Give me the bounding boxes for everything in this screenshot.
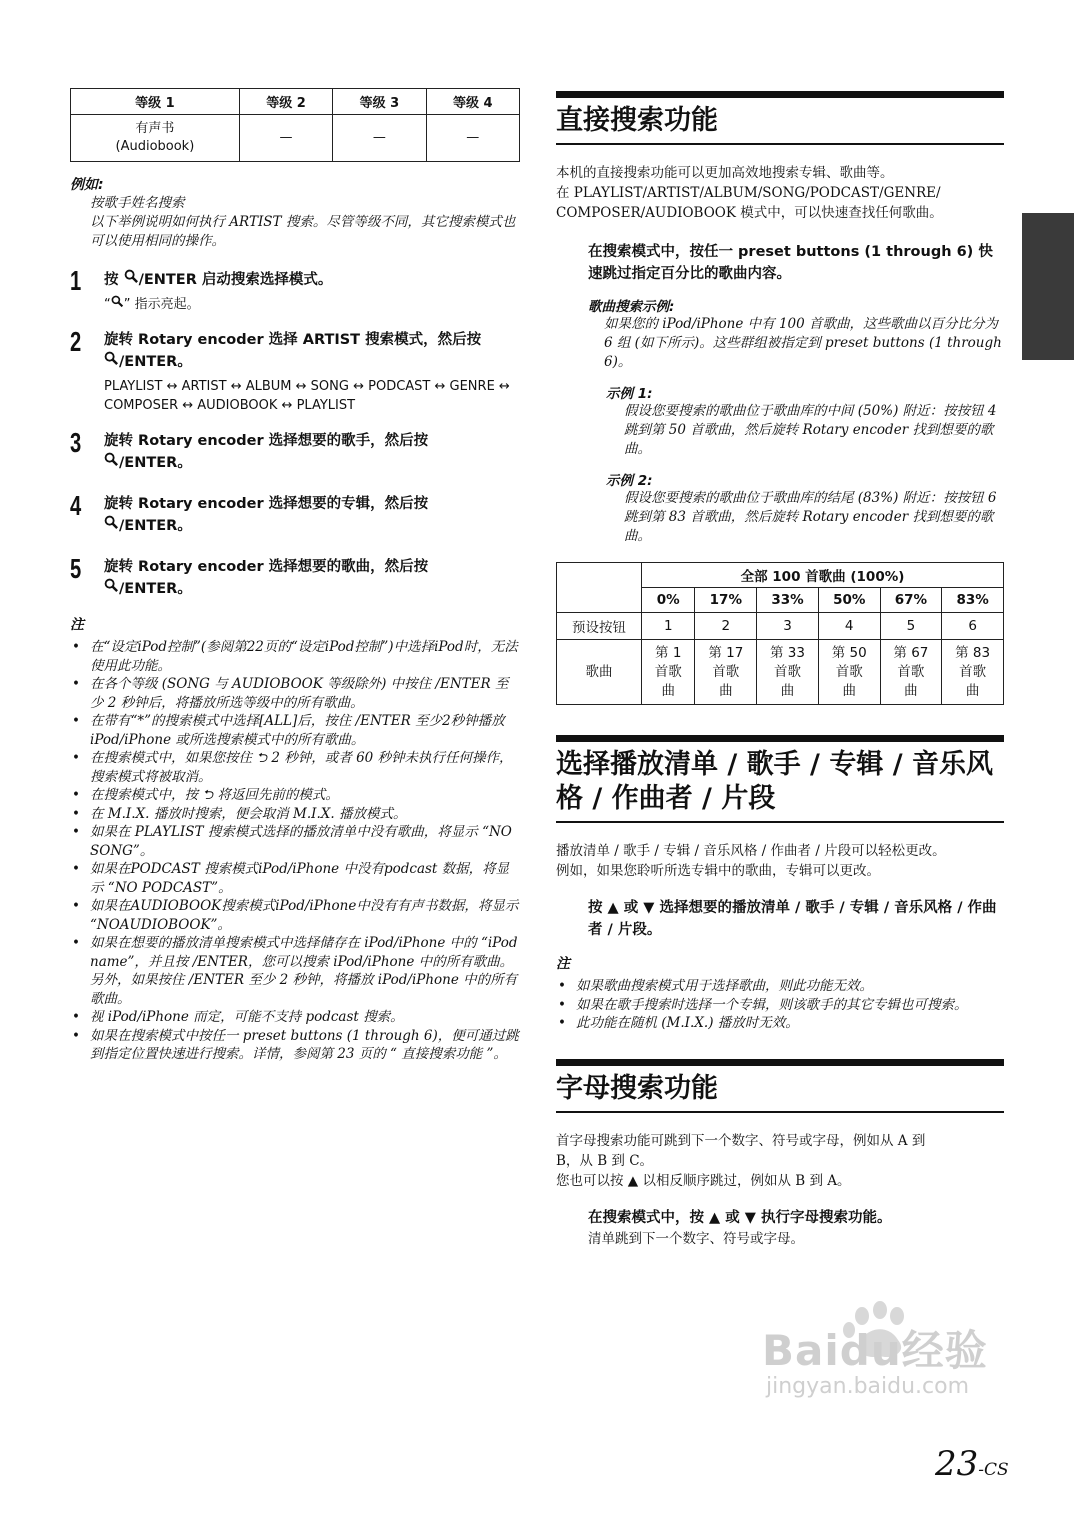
song-cell — [757, 640, 819, 705]
level-table-header — [71, 89, 520, 115]
note-item: • 如果在PODCAST 搜索模式iPod/iPhone 中没有podcast 数据，将显示 “NO PODCAST”。 — [70, 860, 520, 897]
example-line: 以下举例说明如何执行 ARTIST 搜索。尽管等级不同，其它搜索模式也可以使用相同的操作。 — [90, 214, 516, 249]
level-cell: 有声书 (Audiobook) — [71, 115, 240, 162]
level-header: 等级 2 — [239, 89, 332, 115]
empty-cell — [557, 563, 642, 613]
notes-list — [556, 977, 1004, 1033]
song-example-label: 歌曲搜索示例: — [588, 299, 675, 315]
preset-cell: 5 — [880, 613, 942, 640]
preset-cell: 4 — [818, 613, 880, 640]
step-3 — [70, 427, 520, 474]
example-1-label: 示例 1: — [606, 386, 653, 402]
step-text: 。 — [177, 581, 192, 597]
right-column — [556, 91, 1004, 1249]
step-number: 5 — [70, 553, 82, 584]
notes-list — [70, 638, 520, 1064]
note-item: • 在搜索模式中，按 ⮌ 将返回先前的模式。 — [70, 786, 520, 805]
enter-key-label: /ENTER — [119, 455, 178, 471]
note-item: • 在“设定iPod控制”(参阅第22页的“设定iPod控制”)中选择iPod时，无法使用此功能。 — [70, 638, 520, 675]
step-sub-text: “ — [104, 297, 111, 312]
total-songs-header: 全部 100 首歌曲 (100%) — [642, 563, 1004, 588]
step-sub-text: ” 指示亮起。 — [123, 297, 200, 312]
note-item: • 如果在 PLAYLIST 搜索模式选择的播放清单中没有歌曲，将显示 “NO SONG”。 — [70, 823, 520, 860]
baidu-watermark — [762, 1290, 1012, 1410]
search-icon — [104, 354, 119, 370]
page-number — [935, 1444, 1009, 1484]
search-icon — [104, 581, 119, 597]
step-text: 。 — [177, 455, 192, 471]
percent-cell: 33% — [757, 588, 819, 613]
level-header: 等级 3 — [333, 89, 426, 115]
step-text: 旋转 Rotary encoder 选择想要的专辑，然后按 — [104, 496, 429, 512]
select-instruction: 按 ▲ 或 ▼ 选择想要的播放清单 / 歌手 / 专辑 / 音乐风格 / 作曲者 / 片段。 — [588, 900, 997, 938]
song-cell-text: 第 50 首歌曲 — [831, 644, 867, 699]
song-example-text: 如果您的 iPod/iPhone 中有 100 首歌曲，这些歌曲以百分比分为 6 组 (如下所示)。这些群组被指定到 preset buttons (1 through 6)。 — [604, 316, 1002, 370]
step-text: 旋转 Rotary encoder 选择想要的歌曲，然后按 — [104, 559, 429, 575]
level-cell: — — [239, 115, 332, 162]
level-cell: — — [333, 115, 426, 162]
percent-cell: 0% — [642, 588, 695, 613]
body-line: 例如，如果您聆听所选专辑中的歌曲，专辑可以更改。 — [556, 863, 880, 879]
step-text: 。 — [177, 518, 192, 534]
body-line: 在 PLAYLIST/ARTIST/ALBUM/SONG/PODCAST/GENRE/ — [556, 185, 941, 201]
select-section-title: 选择播放清单 / 歌手 / 专辑 / 音乐风格 / 作曲者 / 片段 — [556, 735, 1004, 823]
song-cell-text: 第 83 首歌曲 — [955, 644, 991, 699]
step-number: 2 — [70, 326, 82, 357]
song-cell-text: 第 33 首歌曲 — [770, 644, 805, 699]
preset-cell: 1 — [642, 613, 695, 640]
alpha-instruction-sub: 清单跳到下一个数字、符号或字母。 — [588, 1230, 804, 1247]
example-line: 按歌手姓名搜索 — [90, 195, 185, 211]
level-cell: — — [426, 115, 519, 162]
level-header: 等级 4 — [426, 89, 519, 115]
step-sub — [104, 295, 520, 314]
enter-key-label: /ENTER — [138, 272, 197, 288]
song-cell — [818, 640, 880, 705]
percent-cell: 67% — [880, 588, 942, 613]
search-icon — [104, 518, 119, 534]
step-instruction — [104, 494, 520, 537]
section-tab-marker — [1022, 213, 1074, 360]
watermark-brand: Baidu经验 — [762, 1326, 988, 1375]
note-item: • 在带有“*”的搜索模式中选择[ALL]后，按住 /ENTER 至少2秒钟播放 iPod/iPhone 或所选搜索模式中的所有歌曲。 — [70, 712, 520, 749]
percent-table-top-row — [557, 563, 1004, 588]
direct-search-instruction: 在搜索模式中，按任一 preset buttons (1 through 6) 快速跳过指定百分比的歌曲内容。 — [588, 244, 993, 282]
step-instruction — [104, 431, 520, 474]
step-instruction — [104, 269, 520, 291]
preset-cell: 6 — [942, 613, 1004, 640]
percent-table — [556, 562, 1004, 705]
body-line: B，从 B 到 C。 — [556, 1152, 654, 1169]
alpha-section-body — [556, 1131, 1004, 1191]
notes-label: 注 — [556, 956, 570, 972]
note-item: • 如果在搜索模式中按任一 preset buttons (1 through 6)，便可通过跳到指定位置快速进行搜索。详情，参阅第 23 页的 “ 直接搜索功能 ”。 — [70, 1027, 520, 1064]
enter-key-label: /ENTER — [119, 354, 178, 370]
step-text: 旋转 Rotary encoder 选择 ARTIST 搜索模式，然后按 — [104, 332, 482, 348]
body-line: COMPOSER/AUDIOBOOK 模式中，可以快速查找任何歌曲。 — [556, 205, 943, 221]
step-1 — [70, 265, 520, 314]
percent-cell: 50% — [818, 588, 880, 613]
preset-cell: 2 — [695, 613, 757, 640]
step-5 — [70, 553, 520, 600]
song-cell-text: 第 1 首歌曲 — [654, 644, 682, 699]
step-sub: PLAYLIST ↔ ARTIST ↔ ALBUM ↔ SONG ↔ PODCAST ↔ GENRE ↔ COMPOSER ↔ AUDIOBOOK ↔ PLAYLIST — [104, 379, 510, 413]
page-number-value: 23 — [935, 1444, 979, 1484]
direct-search-title: 直接搜索功能 — [556, 91, 1004, 145]
song-cell-text: 第 67 首歌曲 — [893, 644, 929, 699]
level-table — [70, 88, 520, 162]
watermark-url: jingyan.baidu.com — [766, 1374, 970, 1399]
step-text: 旋转 Rotary encoder 选择想要的歌手，然后按 — [104, 433, 429, 449]
level-header: 等级 1 — [71, 89, 240, 115]
body-line: 播放清单 / 歌手 / 专辑 / 音乐风格 / 作曲者 / 片段可以轻松更改。 — [556, 843, 946, 859]
example-1-text: 假设您要搜索的歌曲位于歌曲库的中间 (50%) 附近：按按钮 4 跳到第 50 首歌曲，然后旋转 Rotary encoder 找到想要的歌曲。 — [624, 403, 997, 457]
song-cell — [880, 640, 942, 705]
preset-cell: 3 — [757, 613, 819, 640]
note-item: • 在各个等级 (SONG 与 AUDIOBOOK 等级除外) 中按住 /ENTER 至少 2 秒钟后，将播放所选等级中的所有歌曲。 — [70, 675, 520, 712]
alpha-section-title: 字母搜索功能 — [556, 1059, 1004, 1113]
enter-key-label: /ENTER — [119, 518, 178, 534]
song-cell-text: 第 17 首歌曲 — [708, 644, 744, 699]
percent-cell: 83% — [942, 588, 1004, 613]
search-icon — [104, 455, 119, 471]
step-text: 按 — [104, 272, 124, 288]
enter-key-label: /ENTER — [119, 581, 178, 597]
body-line: 您也可以按 ▲ 以相反顺序跳过，例如从 B 到 A。 — [556, 1172, 851, 1189]
select-section-body — [556, 841, 1004, 881]
note-item: • 在搜索模式中，如果您按住 ⮌ 2 秒钟，或者 60 秒钟未执行任何操作，搜索模式将被取消。 — [70, 749, 520, 786]
step-instruction — [104, 557, 520, 600]
note-item: • 此功能在随机 (M.I.X.) 播放时无效。 — [556, 1014, 1004, 1033]
level-table-row — [71, 115, 520, 162]
step-instruction — [104, 330, 520, 373]
search-icon — [111, 297, 124, 312]
notes-label: 注 — [70, 617, 84, 633]
note-item: • 视 iPod/iPhone 而定，可能不支持 podcast 搜索。 — [70, 1008, 520, 1027]
example-2-text: 假设您要搜索的歌曲位于歌曲库的结尾 (83%) 附近：按按钮 6 跳到第 83 首歌曲，然后旋转 Rotary encoder 找到想要的歌曲。 — [624, 490, 997, 544]
song-cell — [695, 640, 757, 705]
body-line: 本机的直接搜索功能可以更加高效地搜索专辑、歌曲等。 — [556, 165, 894, 181]
left-column — [70, 88, 520, 1064]
song-cell — [942, 640, 1004, 705]
step-number: 4 — [70, 490, 82, 521]
song-cell — [642, 640, 695, 705]
step-number: 3 — [70, 427, 82, 458]
example-2-label: 示例 2: — [606, 473, 653, 489]
song-row-label: 歌曲 — [557, 640, 642, 705]
page-number-suffix: -CS — [978, 1460, 1009, 1480]
direct-search-body — [556, 163, 1004, 223]
step-2 — [70, 326, 520, 415]
search-icon — [124, 272, 139, 288]
note-item: • 在 M.I.X. 播放时搜索，便会取消 M.I.X. 播放模式。 — [70, 805, 520, 824]
note-item: • 如果歌曲搜索模式用于选择歌曲，则此功能无效。 — [556, 977, 1004, 996]
note-item: • 如果在AUDIOBOOK搜索模式iPod/iPhone中没有有声书数据，将显示 “NOAUDIOBOOK”。 — [70, 897, 520, 934]
example-label: 例如: — [70, 177, 104, 193]
note-item: • 如果在想要的播放清单搜索模式中选择储存在 iPod/iPhone 中的 “iPod name”，并且按 /ENTER，您可以搜索 iPod/iPhone 中的所有歌曲。另外，如果按住 /ENTER 至少 2 秒钟，将播放 iPod/iPhone 中的所有歌曲。 — [70, 934, 520, 1008]
percent-cell: 17% — [695, 588, 757, 613]
song-row — [557, 640, 1004, 705]
step-4 — [70, 490, 520, 537]
step-number: 1 — [70, 265, 82, 296]
body-line: 首字母搜索功能可跳到下一个数字、符号或字母，例如从 A 到 — [556, 1132, 926, 1149]
preset-row-label: 预设按钮 — [557, 613, 642, 640]
preset-row — [557, 613, 1004, 640]
alpha-instruction: 在搜索模式中，按 ▲ 或 ▼ 执行字母搜索功能。 — [588, 1209, 892, 1226]
step-text: 启动搜索选择模式。 — [196, 272, 333, 288]
step-text: 。 — [177, 354, 192, 370]
note-item: • 如果在歌手搜索时选择一个专辑，则该歌手的其它专辑也可搜索。 — [556, 996, 1004, 1015]
